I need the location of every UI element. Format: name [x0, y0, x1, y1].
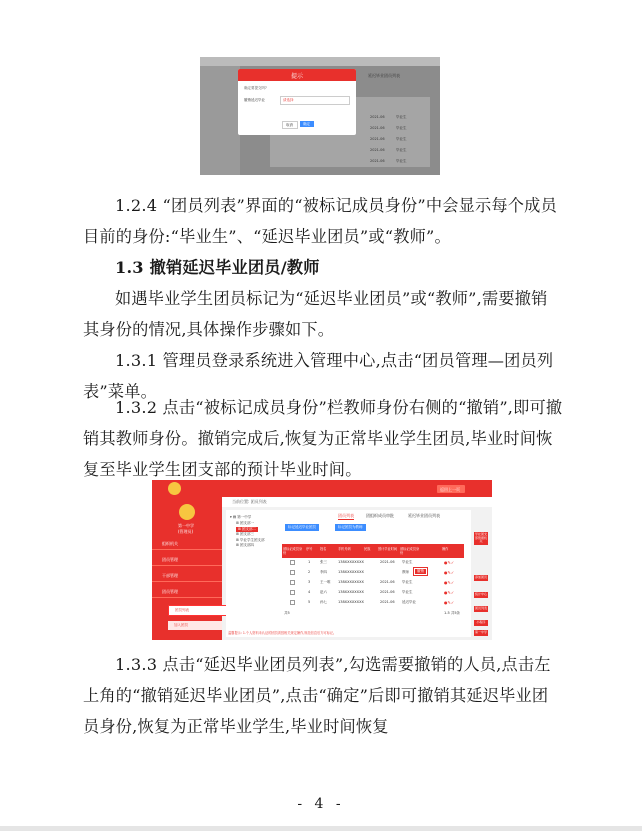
- row-actions-icon[interactable]: ●✎✓: [444, 580, 455, 585]
- bg-row-status: 毕业生: [396, 115, 407, 119]
- heading-1-3: 1.3 撤销延迟毕业团员/教师: [115, 258, 320, 277]
- action-button-1[interactable]: 标记延迟毕业团员: [285, 524, 319, 531]
- page-number: - 4 -: [297, 796, 345, 812]
- row-no: 4: [308, 590, 311, 594]
- row-date: 2021-06: [380, 600, 395, 604]
- modal-subtitle: 确定要提交吗?: [244, 86, 267, 90]
- logo-icon: [168, 482, 181, 495]
- confirm-button[interactable]: 确定: [300, 121, 314, 127]
- select-value: 请选择: [283, 98, 294, 102]
- tree-root[interactable]: ▾ ▤ 第一中学: [230, 515, 252, 519]
- total-count: 共5: [284, 611, 290, 615]
- row-checkbox[interactable]: [290, 580, 295, 585]
- row-no: 1: [308, 560, 311, 564]
- side-sub-other[interactable]: 加入团员: [168, 621, 222, 630]
- row-phone: 138XXXXXXXX: [338, 560, 364, 564]
- tab-1[interactable]: 团员列表: [338, 513, 354, 518]
- column-header: 被标记成员身份: [283, 547, 303, 555]
- action-button-2[interactable]: 标记团员为教师: [335, 524, 366, 531]
- row-checkbox[interactable]: [290, 590, 295, 595]
- screenshot-confirm-dialog: [200, 57, 440, 175]
- row-phone: 138XXXXXXXX: [338, 600, 364, 604]
- side-menu-item[interactable]: 组织机关: [152, 538, 222, 550]
- column-header: 民族: [364, 547, 371, 551]
- right-panel-item[interactable]: 添加团员: [474, 575, 487, 579]
- row-name: 王一唯: [320, 580, 331, 584]
- row-identity: 教师: [402, 570, 409, 574]
- row-actions-icon[interactable]: ●✎✓: [444, 590, 455, 595]
- row-no: 3: [308, 580, 311, 584]
- select-field[interactable]: [280, 96, 350, 105]
- bg-row-status: 毕业生: [396, 137, 407, 141]
- tree-item[interactable]: ⊞ 团支部二: [238, 526, 257, 531]
- row-identity: 毕业生: [402, 560, 413, 564]
- row-date: 2021-06: [380, 580, 395, 584]
- row-checkbox[interactable]: [290, 570, 295, 575]
- row-checkbox[interactable]: [290, 600, 295, 605]
- paragraph-1-3-3: 1.3.3 点击“延迟毕业团员列表”,勾选需要撤销的人员,点击左上角的“撤销延迟毕业团员”,点击“确定”后即可撤销其延迟毕业团员身份,恢复为正常毕业学生,毕业时间恢复: [83, 655, 551, 736]
- modal-dialog: [238, 69, 356, 135]
- pagination[interactable]: 1-5 共5条: [444, 611, 461, 615]
- column-header: 手机号码: [338, 547, 351, 551]
- modal-title: 提示: [291, 73, 304, 80]
- row-actions-icon[interactable]: ●✎✓: [444, 560, 455, 565]
- side-menu-item[interactable]: 团员管理: [152, 554, 222, 566]
- paragraph-1-3-2: 1.3.2 点击“被标记成员身份”栏教师身份右侧的“撤销”,即可撤销其教师身份。撤销完成后,恢复为正常毕业学生团员,毕业时间恢复至毕业学生团支部的预计毕业时间。: [83, 398, 563, 479]
- row-date: 2021-06: [380, 560, 395, 564]
- bg-row-date: 2021-06: [370, 148, 385, 152]
- org-subtitle: (管理员): [178, 529, 194, 534]
- tab-3[interactable]: 延迟毕业团员列表: [408, 513, 440, 518]
- bg-sidebar: [200, 66, 240, 175]
- page-bottom-edge: [0, 826, 642, 831]
- bg-row-date: 2021-06: [370, 115, 385, 119]
- paragraph-intro: 如遇毕业学生团员标记为“延迟毕业团员”或“教师”,需要撤销其身份的情况,具体操作步骤如下。: [83, 289, 548, 339]
- column-header: 序号: [306, 547, 313, 551]
- row-name: 赵六: [320, 590, 327, 594]
- footer-note: 温馨提示: 1.个人资料未认证的团员须按相关规定操作,规范信息后方可标记。: [228, 631, 337, 635]
- side-menu-item[interactable]: 团员管理: [152, 586, 222, 598]
- field-label: 撤销延迟毕业: [244, 98, 265, 102]
- row-identity: 毕业生: [402, 590, 413, 594]
- bg-row-status: 毕业生: [396, 159, 407, 163]
- row-name: 孙七: [320, 600, 327, 604]
- breadcrumb: 当前位置: 团员列表: [232, 499, 267, 504]
- bg-row-date: 2021-06: [370, 126, 385, 130]
- tree-item[interactable]: ⊞ 团支部三: [236, 532, 255, 536]
- right-panel-item[interactable]: 小程序: [474, 620, 488, 626]
- bg-row-status: 毕业生: [396, 148, 407, 152]
- row-name: 张三: [320, 560, 327, 564]
- column-header: 姓名: [320, 547, 327, 551]
- row-phone: 138XXXXXXXX: [338, 570, 364, 574]
- paragraph-1-2-4: 1.2.4 “团员列表”界面的“被标记成员身份”中会显示每个成员目前的身份:“毕业生”、“延迟毕业团员”或“教师”。: [83, 196, 557, 246]
- bg-row-date: 2021-06: [370, 137, 385, 141]
- tree-item[interactable]: ⊞ 团支部四: [236, 543, 255, 547]
- row-checkbox[interactable]: [290, 560, 295, 565]
- return-button[interactable]: 返回上一页: [437, 485, 465, 493]
- column-header: 操作: [442, 547, 449, 551]
- folder-icon: ▾ ▤: [230, 515, 238, 519]
- cancel-button[interactable]: 取消: [282, 121, 298, 129]
- row-actions-icon[interactable]: ●✎✓: [444, 600, 455, 605]
- row-phone: 138XXXXXXXX: [338, 580, 364, 584]
- right-panel-item[interactable]: 学社团支部管理机关: [474, 532, 487, 544]
- avatar: [179, 504, 195, 520]
- row-name: 李四: [320, 570, 327, 574]
- right-panel-item[interactable]: 统计中心: [474, 592, 487, 596]
- bg-row-status: 毕业生: [396, 126, 407, 130]
- side-sub-selected[interactable]: 团员列表: [168, 605, 242, 616]
- bg-row-date: 2021-06: [370, 159, 385, 163]
- column-header: 预计毕业时间: [378, 547, 398, 551]
- row-identity: 延迟毕业: [402, 600, 416, 604]
- column-header: 被标记成员身份: [400, 547, 420, 555]
- row-phone: 138XXXXXXXX: [338, 590, 364, 594]
- row-no: 5: [308, 600, 311, 604]
- paragraph-1-3-1: 1.3.1 管理员登录系统进入管理中心,点击“团员管理—团员列表”菜单。: [83, 351, 554, 401]
- tab-2[interactable]: 团组织成员审批: [366, 513, 394, 518]
- row-actions-icon[interactable]: ●✎✓: [444, 570, 455, 575]
- bg-title: 延迟毕业团员列表: [368, 73, 400, 78]
- org-title: 第一中学: [178, 523, 194, 528]
- row-no: 2: [308, 570, 311, 574]
- side-menu-item[interactable]: 干部管理: [152, 570, 222, 582]
- tree-item[interactable]: ⊞ 团支部一: [236, 521, 255, 525]
- bg-header-bar: [200, 57, 440, 66]
- row-identity: 毕业生: [402, 580, 413, 584]
- row-date: 2021-06: [380, 590, 395, 594]
- tree-item[interactable]: ⊞ 毕业学生团支部: [236, 537, 265, 542]
- right-panel-item[interactable]: 团员列表: [474, 606, 487, 610]
- screenshot-member-list: [152, 480, 492, 640]
- revoke-button[interactable]: 撤销: [417, 569, 424, 573]
- right-panel-item[interactable]: 第一中学: [474, 630, 487, 634]
